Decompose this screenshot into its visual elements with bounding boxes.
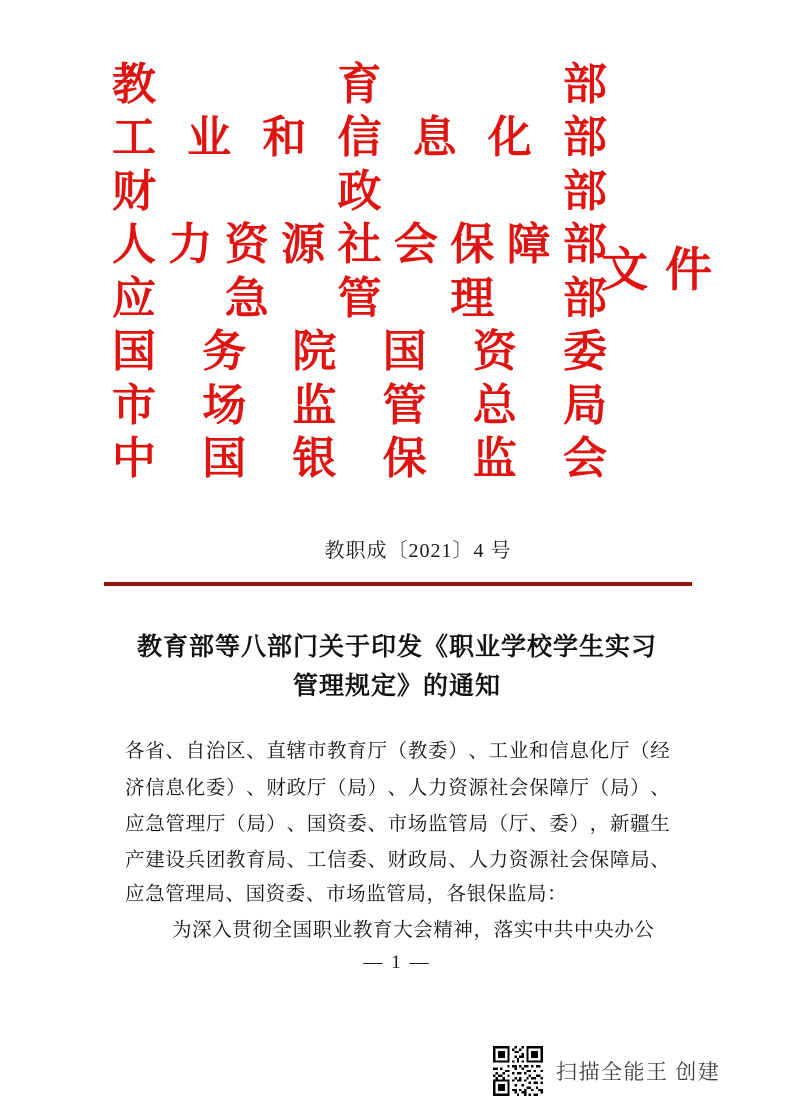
body-line: 产 建 设 兵 团 教 育 局 、 工 信 委 、 财 政 局 、 人 力 资 源 社 会 保 障 局 、 (125, 850, 670, 872)
agency-line: 中 国 银 保 监 会 (112, 434, 607, 484)
scanner-footer (493, 1046, 720, 1096)
body-line: 济 信 息 化 委 ） 、 财 政 厅 （ 局 ） 、 人 力 资 源 社 会 保 障 厅 （ 局 ） 、 (125, 777, 670, 799)
agency-line: 工 业 和 信 息 化 部 (112, 113, 607, 163)
agency-line: 财 政 部 (112, 166, 607, 216)
doc-number: 教职成〔2021〕4 号 (324, 540, 512, 562)
body-line: 为深入贯彻全国职业教育大会精神，落实中共中央办公 (172, 919, 655, 941)
notice-title (0, 628, 794, 706)
document-label: 文件 (601, 245, 729, 297)
body-line: 各 省 、 自 治 区 、 直 辖 市 教 育 厅 （ 教 委 ） 、 工 业 和 信 息 化 厅 （ 经 (125, 741, 670, 763)
letterhead-agency-block (112, 58, 607, 486)
agency-line: 应 急 管 理 部 (112, 273, 607, 323)
agency-line: 人 力 资 源 社 会 保 障 部 (112, 220, 607, 270)
notice-body (125, 731, 670, 949)
qr-code-icon (493, 1046, 543, 1096)
agency-line: 国 务 院 国 资 委 (112, 327, 607, 377)
agency-line: 市 场 监 管 总 局 (112, 380, 607, 430)
scanner-watermark-text: 扫描全能王 创建 (556, 1060, 721, 1084)
page-number: — 1 — (363, 952, 431, 973)
body-line: 应急管理局、国资委、市场监管局，各银保监局： (125, 883, 568, 905)
red-divider-line (104, 582, 692, 586)
notice-title-line: 教育部等八部门关于印发《职业学校学生实习 (136, 634, 657, 661)
notice-title-line: 管理规定》的通知 (292, 673, 501, 700)
body-line: 应 急 管 理 厅 （ 局 ） 、 国 资 委 、 市 场 监 管 局 （ 厅 、 委 ） ， 新 疆 生 (125, 813, 670, 835)
agency-line: 教 育 部 (112, 59, 607, 109)
